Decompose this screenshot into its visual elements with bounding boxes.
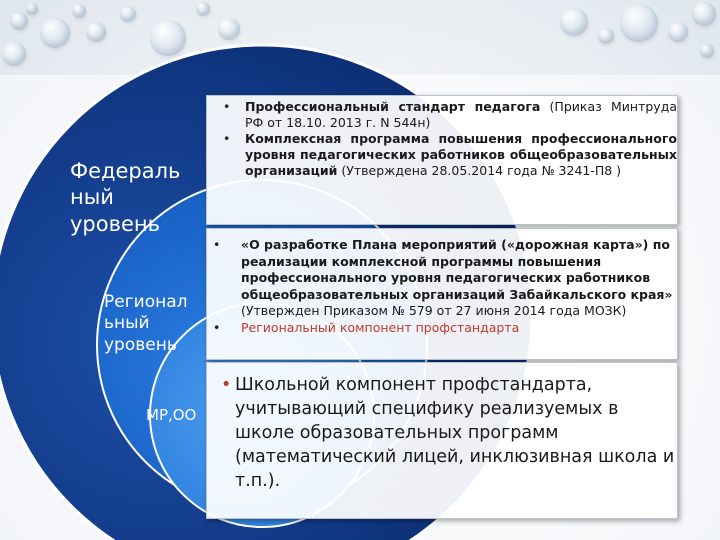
federal-documents-box <box>206 95 678 225</box>
school-component-box <box>206 362 678 519</box>
regional-documents-list <box>207 229 677 336</box>
bullet-icon: • <box>213 237 221 252</box>
federal-documents-list <box>207 96 677 179</box>
list-item <box>207 320 677 337</box>
document-reference: (Приказ Минтруда РФ от 18.10. 2013 г. N 544н) <box>245 99 677 130</box>
bullet-icon: • <box>223 131 231 146</box>
school-component-text: Школьной компонент профстандарта, учитывающий специфику реализуемых в школе образовательных программ (математический лицей, инклюзивная школа и т.п.). <box>235 375 675 491</box>
bullet-icon: • <box>223 99 231 114</box>
document-reference: (Утвержден Приказом № 579 от 27 июня 2014 года МОЗК) <box>241 303 627 318</box>
list-item <box>207 229 677 320</box>
municipal-level-label: МР,ОО <box>146 406 197 424</box>
school-component-list <box>207 363 677 493</box>
list-item <box>207 363 677 493</box>
document-reference: (Утверждена 28.05.2014 года № 3241-П8 ) <box>337 163 622 178</box>
bullet-icon: • <box>213 319 221 335</box>
document-title: «О разработке Плана мероприятий («дорожная карта») по реализации комплексной программы повышения профессионального уровня педагогических работников общеобразовательных организаций Забайкальского края» <box>241 237 673 302</box>
regional-documents-box <box>206 228 678 360</box>
list-item <box>207 96 677 131</box>
federal-level-label: Федераль ный уровень <box>70 159 181 236</box>
regional-component-text: Региональный компонент профстандарта <box>241 319 520 335</box>
bullet-icon: • <box>221 375 232 395</box>
document-title: Комплексная программа повышения профессионального уровня педагогических работников общеобразовательных организаций <box>245 131 677 178</box>
regional-level-label: Регионал ьный уровень <box>104 292 188 355</box>
list-item <box>207 131 677 179</box>
document-title: Профессиональный стандарт педагога <box>245 99 541 114</box>
